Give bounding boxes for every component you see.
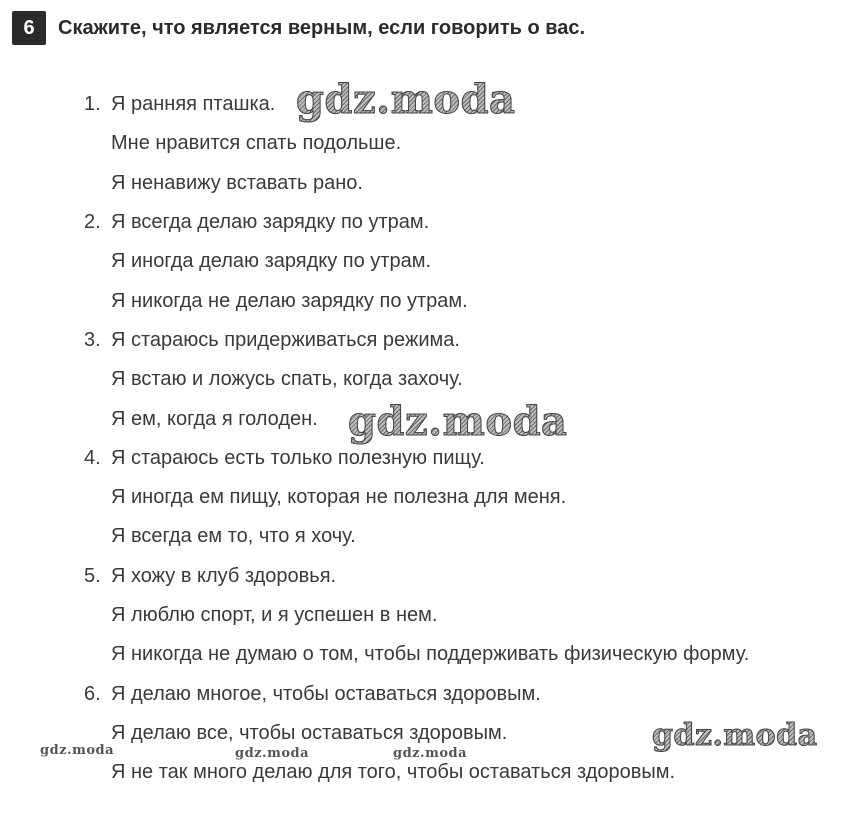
watermark-logo: gdz.moda: [296, 76, 516, 123]
option-line: [0, 399, 856, 438]
option-line: [0, 360, 856, 399]
option-line: [0, 714, 856, 753]
list-item: [0, 85, 856, 203]
option-text: Я стараюсь есть только полезную пищу.: [111, 446, 485, 469]
option-text: Я не так много делаю для того, чтобы оставаться здоровым.: [111, 761, 676, 784]
option-text: Я ем, когда я голоден.: [111, 407, 318, 430]
option-line: [0, 321, 856, 360]
option-text: Мне нравится спать подольше.: [111, 132, 402, 155]
answer-list: [0, 85, 856, 792]
option-text: Я хожу в клуб здоровья.: [111, 564, 337, 587]
option-text: Я никогда не делаю зарядку по утрам.: [111, 289, 468, 312]
watermark-logo: gdz.moda: [235, 746, 310, 761]
option-line: [0, 753, 856, 792]
option-text: Я ненавижу вставать рано.: [111, 171, 363, 194]
option-text: Я всегда ем то, что я хочу.: [111, 525, 356, 548]
option-line: [0, 478, 856, 517]
list-item: [0, 439, 856, 557]
watermark-logo: gdz.moda: [348, 398, 568, 445]
option-text: Я иногда ем пищу, которая не полезна для меня.: [111, 486, 567, 509]
option-text: Я делаю многое, чтобы оставаться здоровым.: [111, 682, 541, 705]
list-item: [0, 557, 856, 675]
option-text: Я иногда делаю зарядку по утрам.: [111, 250, 432, 273]
option-text: Я стараюсь придерживаться режима.: [111, 328, 460, 351]
option-line: [0, 164, 856, 203]
option-line: [0, 674, 856, 713]
item-number: 2.: [84, 211, 101, 234]
option-line: [0, 596, 856, 635]
watermark-logo: gdz.moda: [652, 718, 818, 753]
option-line: [0, 281, 856, 320]
option-line: [0, 635, 856, 674]
option-line: [0, 203, 856, 242]
option-text: Я никогда не думаю о том, чтобы поддерживать физическую форму.: [111, 643, 750, 666]
item-number: 4.: [84, 446, 101, 469]
exercise-number-badge: 6: [12, 11, 46, 45]
list-item: [0, 203, 856, 321]
option-text: Я делаю все, чтобы оставаться здоровым.: [111, 721, 508, 744]
option-text: Я встаю и ложусь спать, когда захочу.: [111, 368, 463, 391]
item-number: 5.: [84, 564, 101, 587]
watermark-logo: gdz.moda: [40, 743, 115, 758]
option-line: [0, 557, 856, 596]
option-line: [0, 439, 856, 478]
item-number: 1.: [84, 93, 101, 116]
list-item: [0, 321, 856, 439]
item-number: 3.: [84, 328, 101, 351]
watermark-logo: gdz.moda: [393, 746, 468, 761]
option-line: [0, 85, 856, 124]
option-text: Я люблю спорт, и я успешен в нем.: [111, 604, 438, 626]
exercise-header: [12, 10, 585, 46]
option-line: [0, 517, 856, 556]
option-text: Я ранняя пташка.: [111, 93, 276, 116]
option-line: [0, 124, 856, 163]
option-line: [0, 242, 856, 281]
exercise-instruction: Скажите, что является верным, если говорить о вас.: [58, 16, 586, 39]
item-number: 6.: [84, 682, 101, 705]
list-item: [0, 674, 856, 792]
option-text: Я всегда делаю зарядку по утрам.: [111, 211, 430, 234]
